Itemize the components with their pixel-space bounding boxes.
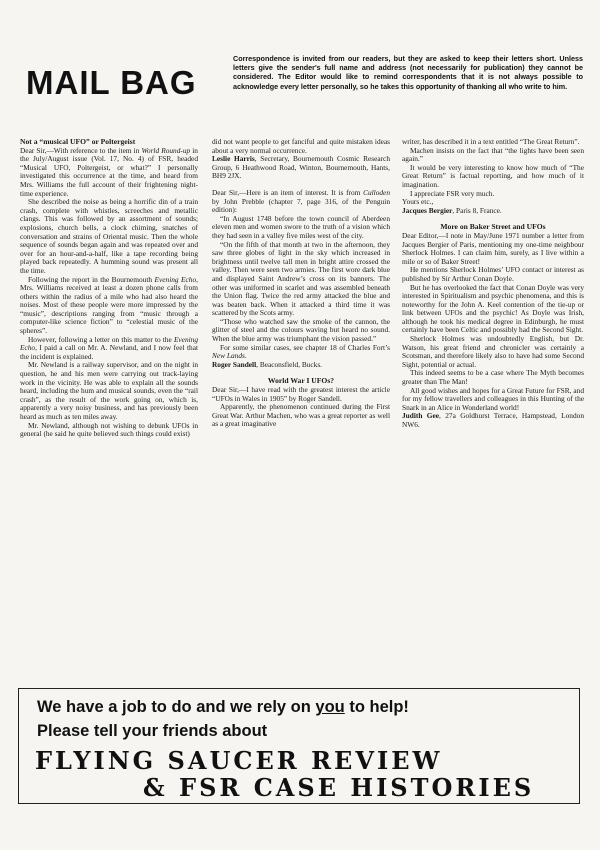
advert-magazine-subtitle: & FSR CASE HISTORIES [143,773,535,802]
paragraph [212,189,390,215]
author-name: Jacques Bergier [402,205,453,215]
paragraph [20,276,198,336]
text-run: to help! [344,698,409,716]
author-address: , 27a Goldhurst Terrace, Hampstead, London NW6. [402,411,584,429]
paragraph: “Those who watched saw the smoke of the cannon, the glitter of steel and the colours waving but heard no sound. When the blue army was triumphant the vision passed.” [212,316,390,344]
paragraph: did not want people to get fanciful and quite mistaken ideas about a very normal occurrence. [212,137,390,155]
column-1 [20,138,198,439]
paragraph: This indeed seems to be a case where The Myth becomes greater than The Man! [402,368,584,387]
text-run: you [315,698,345,716]
paragraph: writer, has described it in a text entitled “The Great Return”. [402,137,580,146]
signature [402,412,584,429]
signature [212,155,390,181]
text-run: Dear Sir,—With reference to the item in [20,145,142,155]
signature [212,361,390,370]
text-run: World Round-up [141,145,191,155]
letter-heading: More on Baker Street and UFOs [440,222,546,232]
text-run: Evening Echo [20,334,198,353]
paragraph: “In August 1748 before the town council of Aberdeen eleven men and women swore to the truth of a vision which they had seen in a valley five miles west of the city. [212,213,390,240]
advert-slogan [37,698,409,717]
text-run: Culloden [363,187,390,197]
advert-subline: Please tell your friends about [37,722,268,740]
paragraph: “On the fifth of that month at two in the afternoon, they saw three globes of light in the sky which increased in brightness until twelve tall men in bright attire crossed the valley. Then were seen two armies. The first wore dark blue and displayed Saint Andrew’s cross on its banners. The other was uniformed in scarlet and was assembled beneath the Union flag. Twice the red army attacked the blue and was beaten back. When it attacked a third time it was scattered by the Scots army. [212,239,390,318]
text-run: We have a job to do and we rely on [37,698,316,716]
column-2 [212,138,390,429]
paragraph: All good wishes and hopes for a Great Future for FSR, and for my fellow travellers and colleagues in this Hunting of the Snark in an Alice in Wonderland world! [402,385,584,412]
page-title: MAIL BAG [26,64,197,101]
text-run: New Lands [212,351,245,361]
letter-heading: Not a “musical UFO” or Poltergeist [20,137,136,146]
paragraph: I appreciate FSR very much. [410,188,495,198]
text-run: Dear Sir,—Here is an item of interest. It is from [212,187,364,197]
paragraph [20,147,198,199]
advert-magazine-title: FLYING SAUCER REVIEW [35,746,443,775]
paragraph: Apparently, the phenomenon continued during the First Great War. Arthur Machen, who was a great reporter as well as a great imaginative [212,402,390,429]
text-run: , I paid a call on Mr. A. Newland, and I now feel that the incident is explained. [20,343,198,361]
paragraph [20,336,198,362]
text-run: . [244,351,247,361]
author-name: Roger Sandell [212,359,257,369]
paragraph: He mentions Sherlock Holmes’ UFO contact or interest as published by Sir Arthur Conan Doyle. [402,265,584,283]
paragraph: Dear Sir,—I have read with the greatest interest the article “UFOs in Wales in 1905” by Roger Sandell. [212,385,390,403]
author-address: , Beaconsfield, Bucks. [256,359,323,369]
paragraph: Dear Editor,—I note in May/June 1971 number a letter from Jacques Bergier of Paris, mentioning my one-time neighbour Sherlock Holmes. I can claim him, surely, as I live within a mile or so of Baker Street! [402,230,584,266]
paragraph: It would be very interesting to know how much of “The Great Return” is factual reporting, and how much of it imagination. [402,162,584,189]
signature [402,207,584,216]
author-address: , Secretary, Bournemouth Cosmic Research Group, 6 Heathwood Road, Winton, Bournemouth, Hants, BH9 2JX. [212,154,390,181]
editor-note: Correspondence is invited from our readers, but they are asked to keep their letters short. Unless letters give the sender's full name and address (not necessarily for publication) they cannot be considered. The Editor would like to remind correspondents that it is not always possible to acknowledge every letter personally, so he takes this opportunity of thanking all who write to him. [233,54,583,91]
paragraph: Mr. Newland, although not wishing to debunk UFOs in general (he said he quite believed such things could exist) [20,420,198,439]
paragraph: But he has overlooked the fact that Conan Doyle was very interested in Spiritualism and psychic phenomena, and this is noteworthy for the John A. Keel contention of the tie-up or link between UFOs and the psychic! As Doyle was Irish, although he took his medical degree in Edinburgh, he must certainly have been Celtic and possibly had the Second Sight. [402,282,584,335]
text-run: However, following a letter on this matter to the [28,334,174,344]
paragraph: Sherlock Holmes was undoubtedly English, but Dr. Watson, his great friend and chronicler was certainly a Scotsman, and therefore likely also to have had some Second Sight, potential or actual. [402,334,584,369]
author-name: Leslie Harris [212,154,255,164]
text-run: in the July/August issue (Vol. 17, No. 4) of FSR, headed “Musical UFO, Poltergeist, or what?” I personally investigated this occurrence at the time, and heard from Mrs. Williams the full account of their frightening night-time experience. [20,145,198,198]
text-run: Evening Echo [154,274,197,284]
paragraph [212,344,390,361]
subscription-advert [18,688,580,804]
paragraph: Mr. Newland is a railway supervisor, and on the night in question, he and his men were carrying out track-laying work in the vicinity. He was able to explain all the sounds heard, including the hum and musical sounds, even the “rail crash”, as the result of the work going on, which is, apparently a very noisy business, and has previously been heard as much as ten miles away. [20,360,198,421]
column-3 [402,138,584,430]
text-run: For some similar cases, see chapter 18 of Charles Fort’s [220,342,390,352]
paragraph: Yours etc., [402,197,434,207]
letter-heading: World War I UFOs? [267,376,335,386]
text-run: , Mrs. Williams received at least a dozen phone calls from others within the radius of a mile who had also heard the noises. Most of these people were more impressed by the “music”, descriptions ranging from “music through a computer-like science fiction” to “celestial music of the spheres”. [20,274,198,336]
author-name: Judith Gee [402,411,440,421]
paragraph: She described the noise as being a horrific din of a train crash, complete with whistles, screeches and metallic clangs. This was followed by an assortment of sounds; explosions, church bells, a clock chiming, snatches of conversation and strains of Oriental music. Then the whole sequence of sounds began again and was repeated over and over for an hour-and-a-half, like a tape recording being played back repeatedly. A humming sound was present all the time. [20,197,198,275]
paragraph: Machen insists on the fact that “the lights have been seen again.” [402,145,584,164]
text-run: Following the report in the Bournemouth [28,274,155,284]
text-run: by John Prebble (chapter 7, page 316, of the Penguin edition): [212,196,390,215]
author-address: , Paris 8, France. [452,205,502,215]
